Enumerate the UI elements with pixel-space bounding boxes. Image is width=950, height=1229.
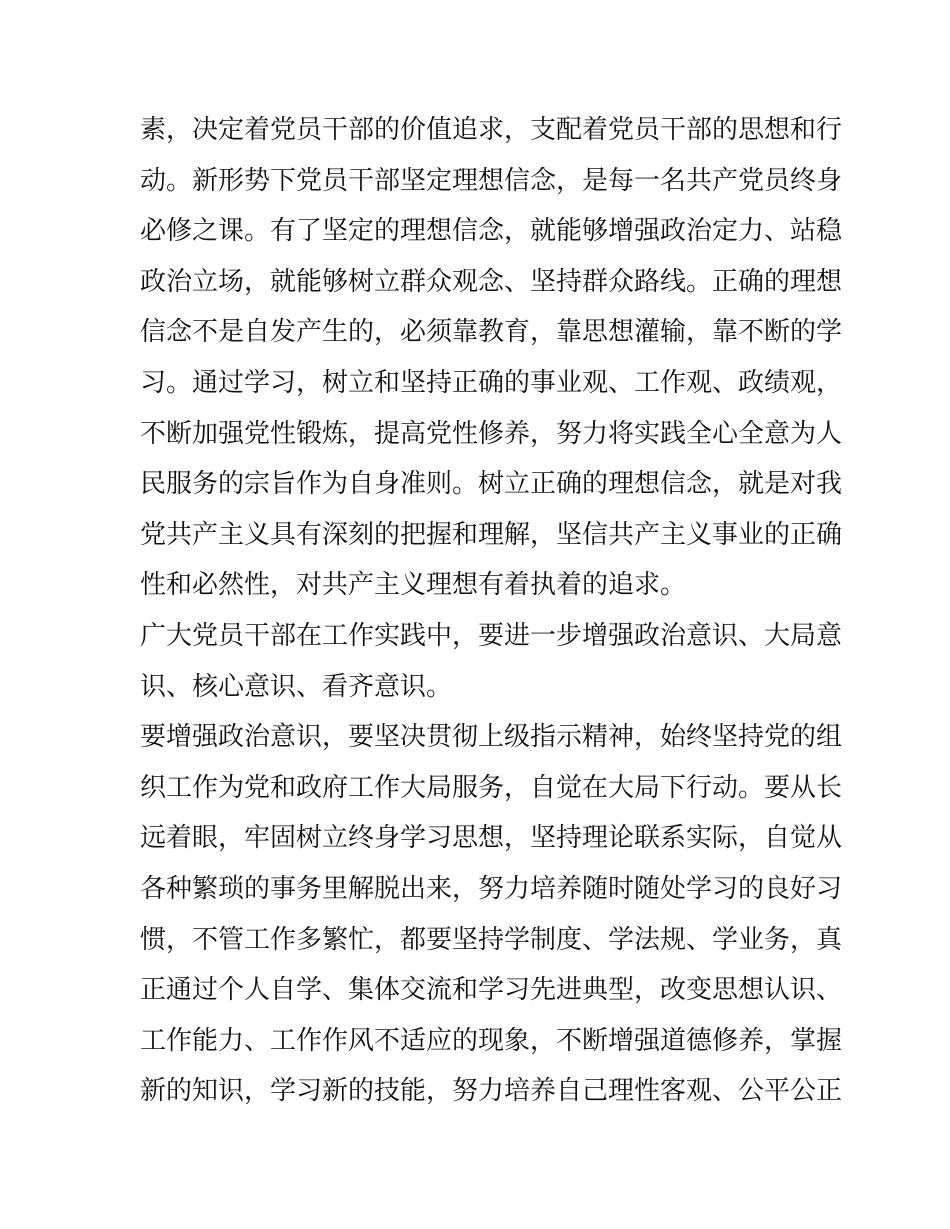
text-line: 广大党员干部在工作实践中，要进一步增强政治意识、大局意 (140, 620, 843, 651)
text-line: 素，决定着党员干部的价值追求，支配着党员干部的思想和行 (140, 115, 843, 145)
text-line: 民服务的宗旨作为自身准则。树立正确的理想信念，就是对我 (140, 469, 843, 500)
text-line: 识、核心意识、看齐意识。 (140, 671, 453, 702)
document-body (140, 105, 843, 1117)
text-line: 要增强政治意识，要坚决贯彻上级指示精神，始终坚持党的组 (140, 722, 843, 753)
text-line: 党共产主义具有深刻的把握和理解，坚信共产主义事业的正确 (140, 519, 843, 550)
text-line: 正通过个人自学、集体交流和学习先进典型，改变思想认识、 (140, 975, 843, 1006)
text-line: 织工作为党和政府工作大局服务，自觉在大局下行动。要从长 (140, 772, 843, 803)
text-line: 工作能力、工作作风不适应的现象，不断增强道德修养，掌握 (140, 1025, 843, 1056)
text-line: 不断加强党性锻炼，提高党性修养，努力将实践全心全意为人 (140, 418, 843, 449)
text-line: 惯，不管工作多繁忙，都要坚持学制度、学法规、学业务，真 (140, 924, 843, 955)
text-line: 必修之课。有了坚定的理想信念，就能够增强政治定力、站稳 (140, 216, 843, 247)
text-line: 新的知识，学习新的技能，努力培养自己理性客观、公平公正 (140, 1076, 843, 1107)
text-line: 各种繁琐的事务里解脱出来，努力培养随时随处学习的良好习 (140, 873, 843, 904)
text-line: 性和必然性，对共产主义理想有着执着的追求。 (140, 570, 687, 601)
text-line: 动。新形势下党员干部坚定理想信念，是每一名共产党员终身 (140, 165, 843, 196)
text-line: 政治立场，就能够树立群众观念、坚持群众路线。正确的理想 (140, 266, 843, 297)
text-line: 远着眼，牢固树立终身学习思想，坚持理论联系实际，自觉从 (140, 823, 843, 854)
text-line: 习。通过学习，树立和坚持正确的事业观、工作观、政绩观， (140, 367, 843, 398)
text-line: 信念不是自发产生的，必须靠教育，靠思想灌输，靠不断的学 (140, 317, 843, 348)
